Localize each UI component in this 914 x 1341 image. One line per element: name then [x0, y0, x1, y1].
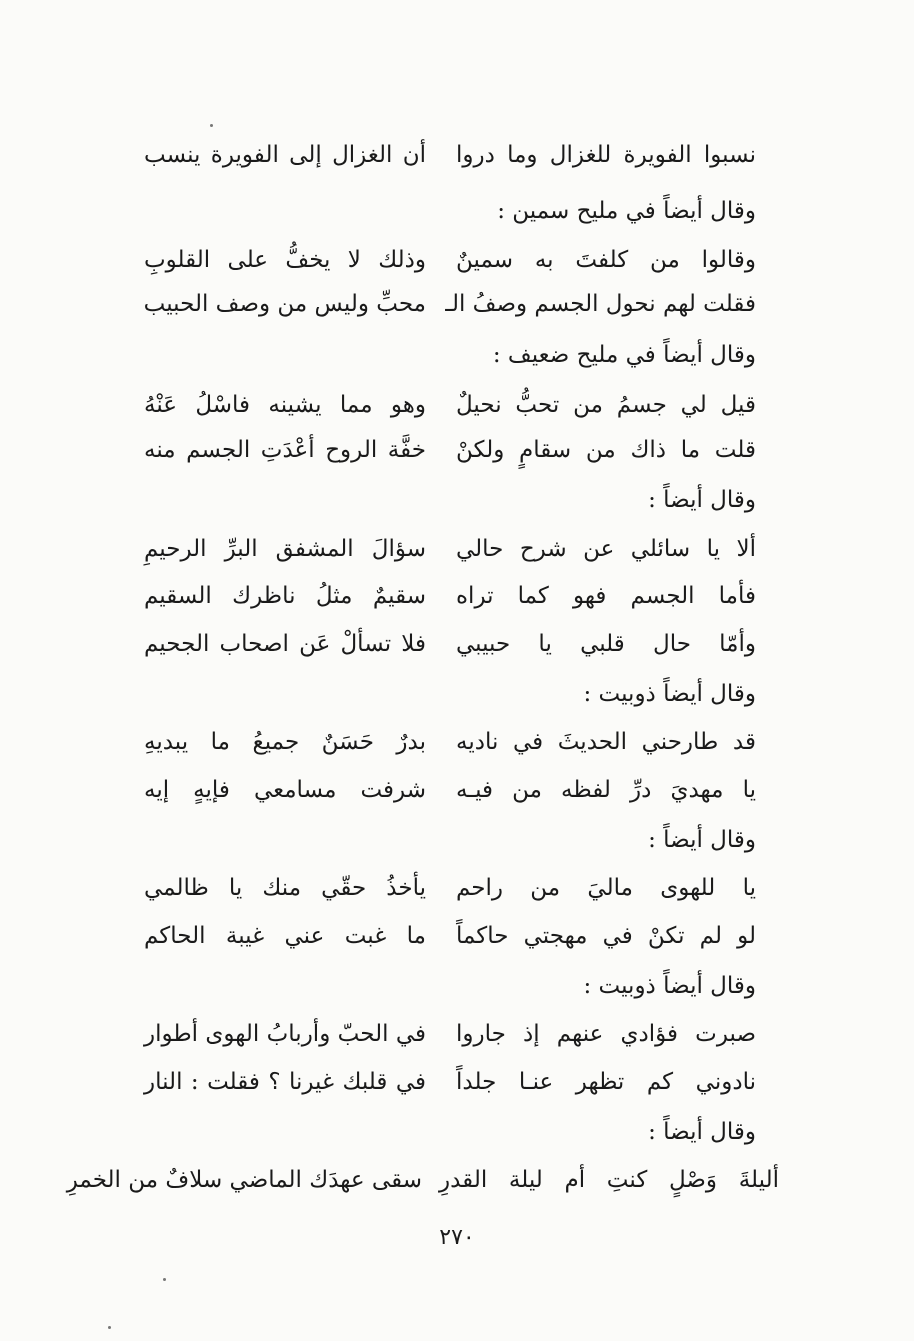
- first-hemistich: قد طارحني الحديثَ في ناديه: [456, 729, 756, 755]
- verse-line: [0, 1158, 914, 1202]
- poem-heading: [0, 478, 914, 522]
- first-hemistich: فقلت لهم نحول الجسم وصفُ الـ: [445, 291, 756, 317]
- page-number: ٢٧٠: [439, 1225, 475, 1250]
- second-hemistich: بدرٌ حَسَنٌ جميعُ ما يبديهِ: [144, 729, 426, 755]
- poem-heading: [0, 1110, 914, 1154]
- poem-heading: [0, 333, 914, 377]
- second-hemistich: في قلبك غيرنا ؟ فقلت : النار: [144, 1069, 426, 1095]
- first-hemistich: نسبوا الفويرة للغزال وما دروا: [456, 142, 756, 168]
- paper-speck: [163, 1278, 166, 1281]
- heading-text: وقال أيضاً :: [648, 1119, 756, 1145]
- heading-text: وقال أيضاً :: [648, 827, 756, 853]
- second-hemistich: سقيمٌ مثلُ ناظرك السقيم: [144, 583, 426, 609]
- second-hemistich: يأخذُ حقّي منك يا ظالمي: [144, 875, 426, 901]
- verse-line: [0, 282, 914, 326]
- first-hemistich: قيل لي جسمُ من تحبُّ نحيلٌ: [456, 392, 756, 418]
- verse-line: [0, 1012, 914, 1056]
- poem-heading: [0, 818, 914, 862]
- second-hemistich: شرفت مسامعي فإيهٍ إيه: [144, 777, 426, 803]
- poem-heading: [0, 964, 914, 1008]
- verse-line: [0, 133, 914, 177]
- second-hemistich: فلا تسألْ عَن اصحاب الجحيم: [144, 631, 426, 657]
- second-hemistich: ما غبت عني غيبة الحاكم: [144, 923, 426, 949]
- poem-heading: [0, 672, 914, 716]
- verse-line: [0, 866, 914, 910]
- first-hemistich: فأما الجسم فهو كما تراه: [456, 583, 756, 609]
- second-hemistich: أن الغزال إلى الفويرة ينسب: [144, 142, 426, 168]
- first-hemistich: نادوني كم تظهر عنـا جلداً: [456, 1069, 756, 1095]
- first-hemistich: يا مهديَ درِّ لفظه من فيـه: [456, 777, 756, 803]
- verse-line: [0, 574, 914, 618]
- first-hemistich: وأمّا حال قلبي يا حبيبي: [456, 631, 756, 657]
- first-hemistich: صبرت فؤادي عنهم إذ جاروا: [456, 1021, 756, 1047]
- first-hemistich: ألا يا سائلي عن شرح حالي: [456, 536, 756, 562]
- first-hemistich: قلت ما ذاك من سقامٍ ولكنْ: [456, 437, 756, 463]
- verse-line: [0, 238, 914, 282]
- second-hemistich: وهو مما يشينه فاسْلُ عَنْهُ: [144, 392, 426, 418]
- second-hemistich: سؤالَ المشفق البرِّ الرحيمِ: [144, 536, 426, 562]
- verse-line: [0, 720, 914, 764]
- heading-text: وقال أيضاً في مليح ضعيف :: [492, 342, 756, 368]
- verse-line: [0, 768, 914, 812]
- heading-text: وقال أيضاً في مليح سمين :: [497, 198, 756, 224]
- verse-line: [0, 914, 914, 958]
- verse-line: [0, 527, 914, 571]
- second-hemistich: خفَّة الروح أعْدَتِ الجسم منه: [144, 437, 426, 463]
- second-hemistich: في الحبّ وأربابُ الهوى أطوار: [144, 1021, 426, 1047]
- second-hemistich: سقى عهدَك الماضي سلافٌ من الخمرِ: [66, 1167, 422, 1193]
- heading-text: وقال أيضاً :: [648, 487, 756, 513]
- paper-speck: [108, 1326, 111, 1329]
- first-hemistich: لو لم تكنْ في مهجتي حاكماً: [456, 923, 756, 949]
- heading-text: وقال أيضاً ذوبيت :: [583, 681, 756, 707]
- heading-text: وقال أيضاً ذوبيت :: [583, 973, 756, 999]
- verse-line: [0, 428, 914, 472]
- verse-line: [0, 383, 914, 427]
- paper-speck: [210, 124, 213, 127]
- first-hemistich: أليلةَ وَصْلٍ كنتِ أم ليلة القدرِ: [439, 1167, 779, 1193]
- poem-heading: [0, 189, 914, 233]
- verse-line: [0, 1060, 914, 1104]
- first-hemistich: وقالوا من كلفتَ به سمينٌ: [456, 247, 756, 273]
- verse-line: [0, 622, 914, 666]
- second-hemistich: محبِّ وليس من وصف الحبيب: [143, 291, 426, 317]
- second-hemistich: وذلك لا يخفُّ على القلوبِ: [144, 247, 426, 273]
- first-hemistich: يا للهوى ماليَ من راحم: [456, 875, 756, 901]
